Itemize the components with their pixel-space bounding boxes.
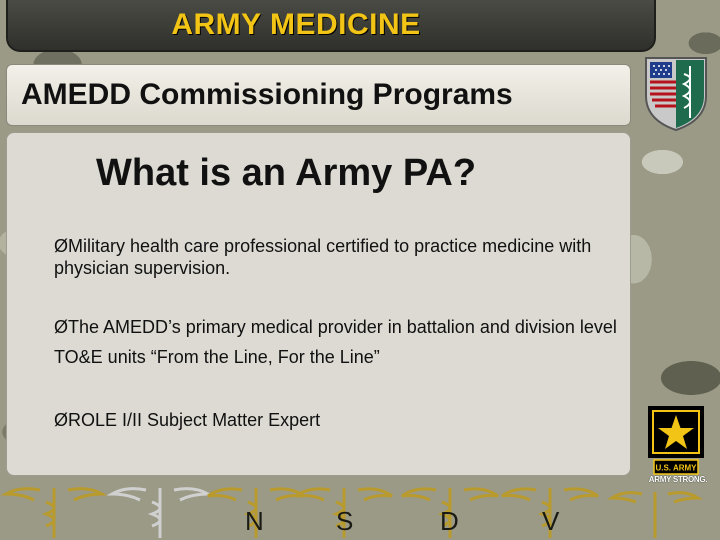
amedd-crest-icon <box>638 52 714 132</box>
slide-title: What is an Army PA? <box>96 152 477 194</box>
army-star-logo-icon <box>648 406 704 476</box>
bullet-item: ØMilitary health care professional certified to practice medicine with physician supervision. <box>54 236 592 278</box>
army-logo-text: U.S. ARMY <box>655 463 697 473</box>
top-banner <box>6 0 656 52</box>
caduceus-icon <box>6 488 102 538</box>
army-strong-tagline: ARMY STRONG. <box>648 475 708 484</box>
bullet-item: ØROLE I/II Subject Matter Expert <box>54 410 321 430</box>
corps-letter: S <box>336 506 354 536</box>
subtitle-bar <box>6 64 631 126</box>
corps-letter: V <box>542 506 560 536</box>
corps-letter: N <box>245 506 264 536</box>
caduceus-icon <box>112 488 208 538</box>
caduceus-icon <box>612 492 698 538</box>
banner-title: ARMY MEDICINE <box>171 8 421 41</box>
bullet-item: ØThe AMEDD’s primary medical provider in battalion and division level TO&E units “From the Line, For the Line” <box>54 317 617 367</box>
corps-insignia-band <box>0 482 720 540</box>
corps-letter: D <box>440 506 459 536</box>
subtitle-text: AMEDD Commissioning Programs <box>21 78 513 111</box>
